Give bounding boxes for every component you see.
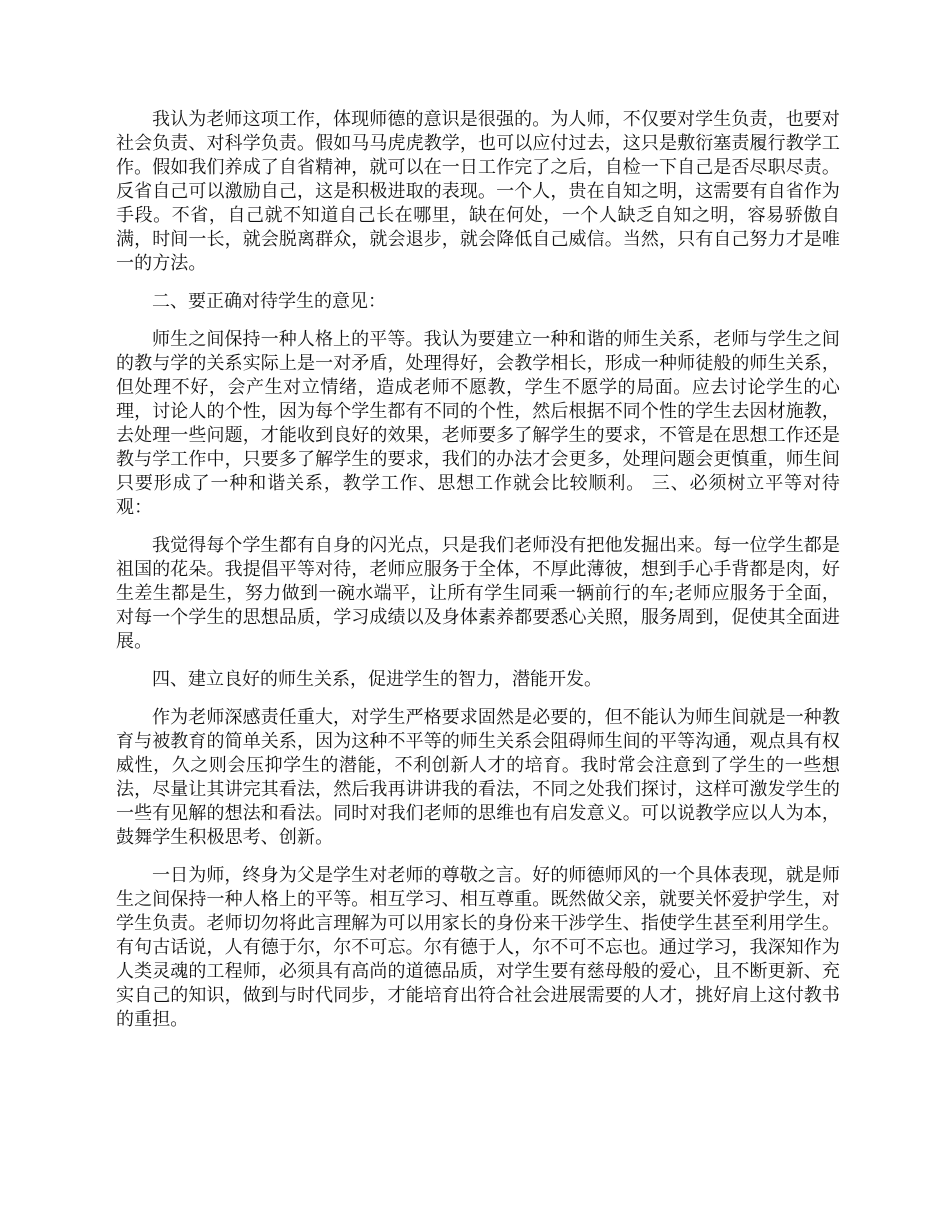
paragraph-equal-treatment: 我觉得每个学生都有自身的闪光点，只是我们老师没有把他发掘出来。每一位学生都是祖国的花朵。我提倡平等对待，老师应服务于全体，不厚此薄彼，想到手心手背都是肉，好生差生都是生，努力做到一碗水端平，让所有学生同乘一辆前行的车;老师应服务于全面，对每一个学生的思想品质，学习成绩以及身体素养都要悉心关照，服务周到，促使其全面进展。 bbox=[116, 535, 840, 652]
paragraph-responsibility: 作为老师深感责任重大，对学生严格要求固然是必要的，但不能认为师生间就是一种教育与被教育的简单关系，因为这种不平等的师生关系会阻碍师生间的平等沟通，观点具有权威性，久之则会压抑学生的潜能，不利创新人才的培育。我时常会注意到了学生的一些想法，尽量让其讲完其看法，然后我再讲讲我的看法，不同之处我们探讨，这样可激发学生的一些有见解的想法和看法。同时对我们老师的思维也有启发意义。可以说教学应以人为本，鼓舞学生积极思考、创新。 bbox=[116, 707, 840, 848]
document-body bbox=[116, 108, 840, 1032]
section-heading-teacher-student-relations: 四、建立良好的师生关系，促进学生的智力，潜能开发。 bbox=[152, 669, 602, 690]
paragraph-teacher-ethics: 一日为师，终身为父是学生对老师的尊敬之言。好的师德师风的一个具体表现，就是师生之间保持一种人格上的平等。相互学习、相互尊重。既然做父亲，就要关怀爱护学生，对学生负责。老师切勿将此言理解为可以用家长的身份来干涉学生、指使学生甚至利用学生。有句古话说，人有德于尔，尔不可忘。尔有德于人，尔不可不忘也。通过学习，我深知作为人类灵魂的工程师，必须具有高尚的道德品质，对学生要有慈母般的爱心，且不断更新、充实自己的知识，做到与时代同步，才能培育出符合社会进展需要的人才，挑好肩上这付教书的重担。 bbox=[116, 865, 840, 1030]
paragraph-self-reflection: 我认为老师这项工作，体现师德的意识是很强的。为人师，不仅要对学生负责，也要对社会负责、对科学负责。假如马马虎虎教学，也可以应付过去，这只是敷衍塞责履行教学工作。假如我们养成了自省精神，就可以在一日工作完了之后，自检一下自己是否尽职尽责。反省自己可以激励自己，这是积极进取的表现。一个人，贵在自知之明，这需要有自省作为手段。不省，自己就不知道自己长在哪里，缺在何处，一个人缺乏自知之明，容易骄傲自满，时间一长，就会脱离群众，就会退步，就会降低自己威信。当然，只有自己努力才是唯一的方法。 bbox=[116, 109, 840, 274]
section-heading-student-opinions: 二、要正确对待学生的意见： bbox=[152, 291, 386, 312]
paragraph-equality-harmony: 师生之间保持一种人格上的平等。我认为要建立一种和谐的师生关系，老师与学生之间的教与学的关系实际上是一对矛盾，处理得好，会教学相长，形成一种师徒般的师生关系，但处理不好，会产生对立情绪，造成老师不愿教，学生不愿学的局面。应去讨论学生的心理，讨论人的个性，因为每个学生都有不同的个性，然后根据不同个性的学生去因材施教，去处理一些问题，才能收到良好的效果，老师要多了解学生的要求，不管是在思想工作还是教与学工作中，只要多了解学生的要求，我们的办法才会更多，处理问题会更慎重，师生间只要形成了一种和谐关系，教学工作、思想工作就会比较顺利。 三、必须树立平等对待观： bbox=[116, 329, 840, 518]
